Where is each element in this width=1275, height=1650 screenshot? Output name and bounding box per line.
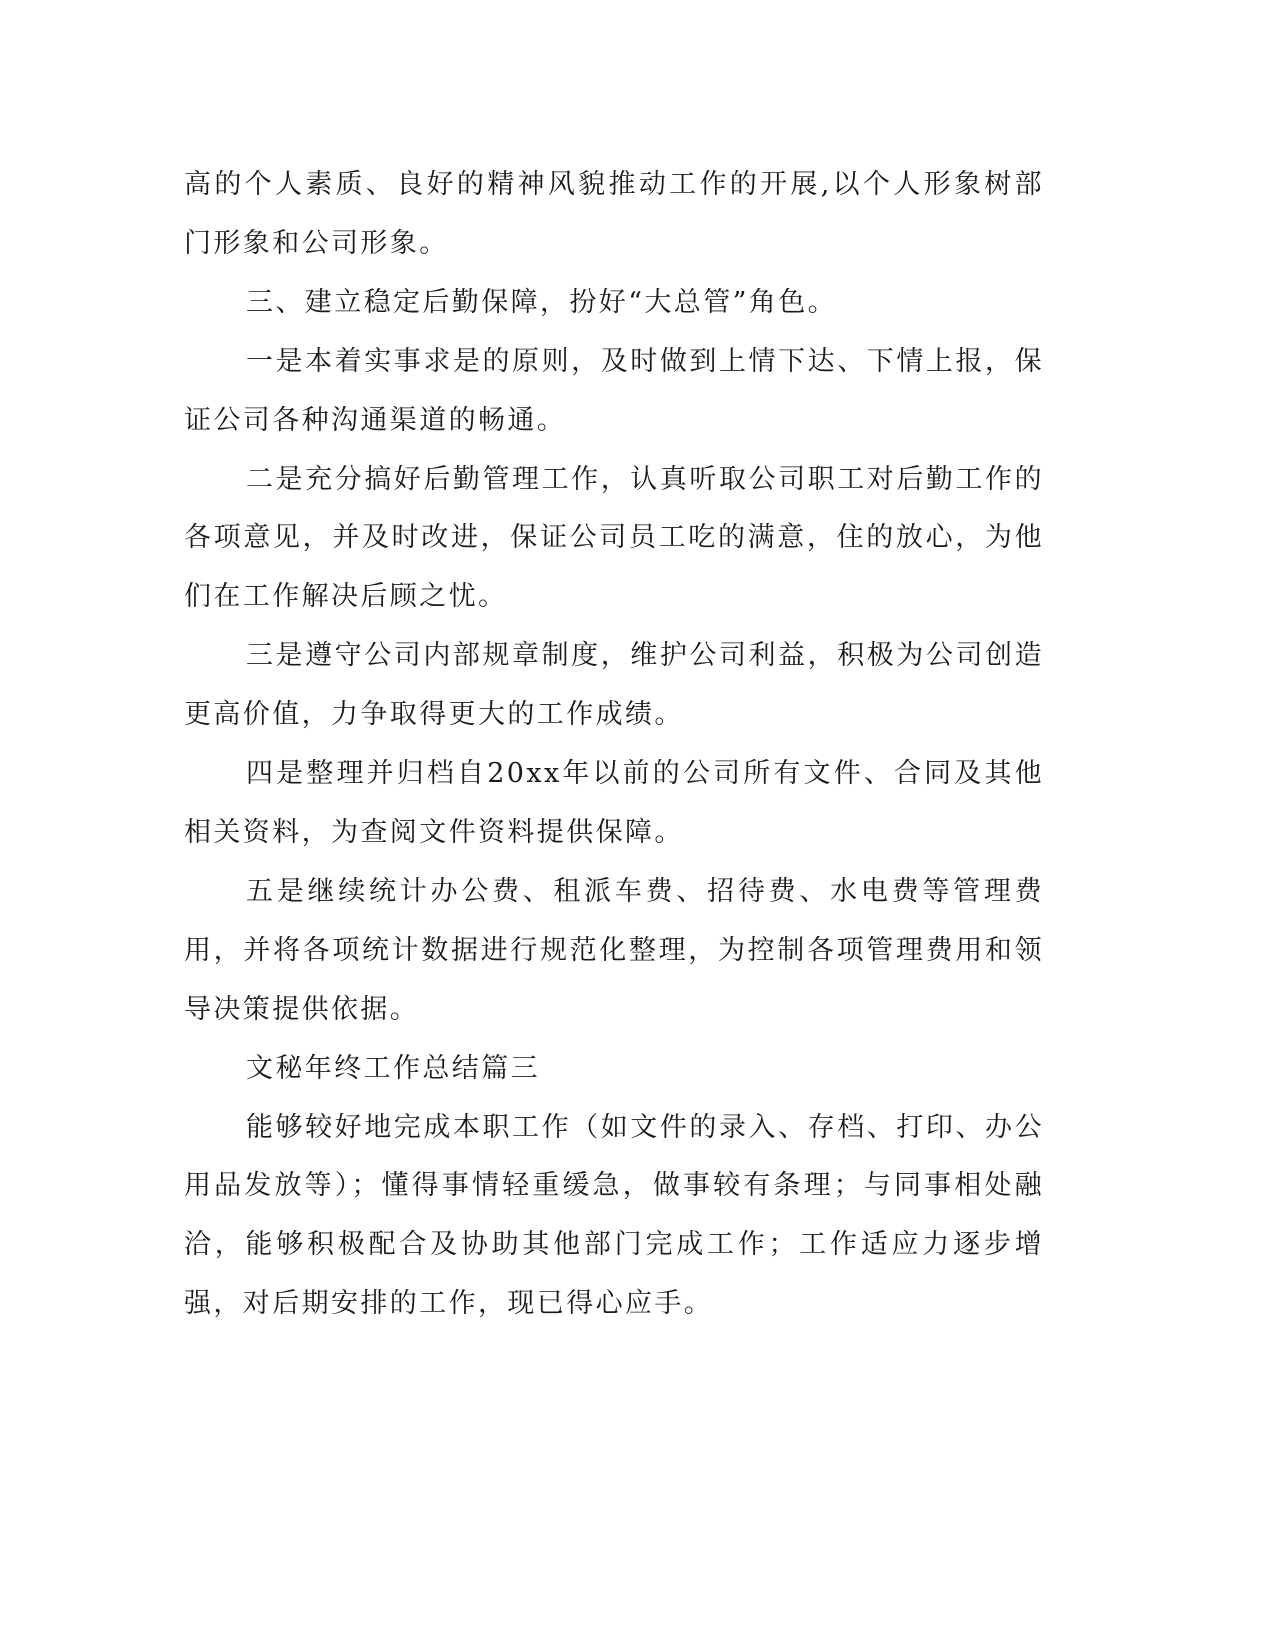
article-title: 文秘年终工作总结篇三: [246, 1052, 540, 1084]
paragraph-item-5: 五是继续统计办公费、租派车费、招待费、水电费等管理费用，并将各项统计数据进行规范化整理，为控制各项管理费用和领导决策提供依据。: [184, 875, 1044, 1025]
paragraph-item-3: 三是遵守公司内部规章制度，维护公司利益，积极为公司创造更高价值，力争取得更大的工作成绩。: [184, 640, 1044, 731]
paragraph-summary: 能够较好地完成本职工作（如文件的录入、存档、打印、办公用品发放等）；懂得事情轻重缓急，做事较有条理；与同事相处融洽，能够积极配合及协助其他部门完成工作；工作适应力逐步增强，对后期安排的工作，现已得心应手。: [184, 1111, 1044, 1320]
document-body: [184, 156, 1044, 1334]
paragraph-item-4: 四是整理并归档自20xx年以前的公司所有文件、合同及其他相关资料，为查阅文件资料提供保障。: [184, 758, 1044, 848]
paragraph-item-1: 一是本着实事求是的原则，及时做到上情下达、下情上报，保证公司各种沟通渠道的畅通。: [184, 345, 1044, 436]
paragraph-continuation: 高的个人素质、良好的精神风貌推动工作的开展,以个人形象树部门形象和公司形象。: [184, 169, 1044, 259]
paragraph-item-2: 二是充分搞好后勤管理工作，认真听取公司职工对后勤工作的各项意见，并及时改进，保证公司员工吃的满意，住的放心，为他们在工作解决后顾之忧。: [184, 463, 1044, 613]
section-heading: 三、建立稳定后勤保障，扮好“大总管”角色。: [246, 286, 838, 318]
